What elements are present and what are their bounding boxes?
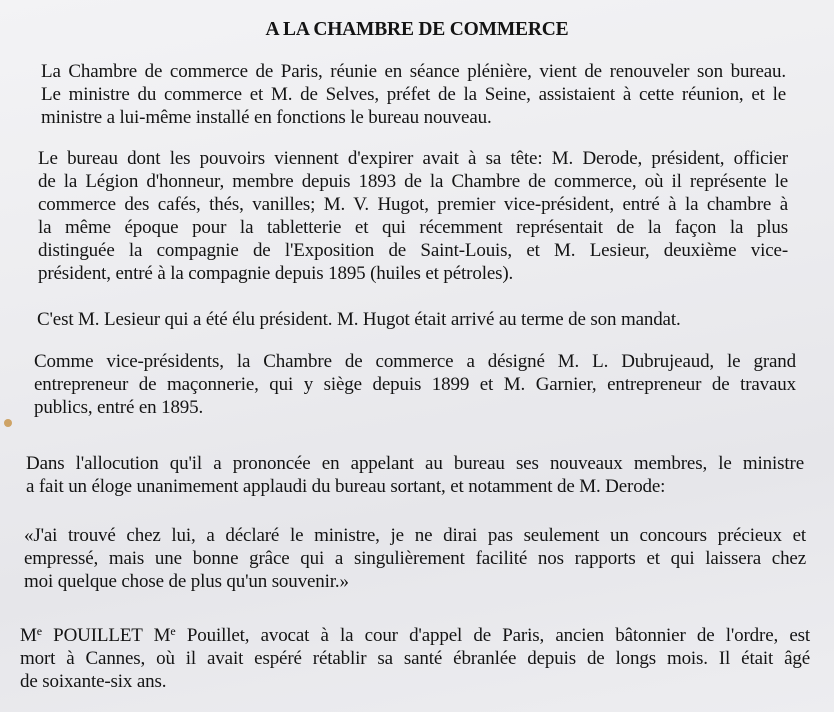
text-line: La Chambre de commerce de Paris, réunie en séance plénière, vient de renouveler son bureau.	[41, 61, 786, 82]
paragraph-vice-presidents	[34, 350, 796, 419]
text-line: de la Légion d'honneur, membre depuis 1893 de la Chambre de commerce, où il représente le	[38, 171, 788, 192]
text-line: «J'ai trouvé chez lui, a déclaré le ministre, je ne dirai pas seulement un concours précieux et	[24, 525, 806, 546]
text-line: entrepreneur de maçonnerie, qui y siège depuis 1899 et M. Garnier, entrepreneur de travaux	[34, 374, 796, 395]
text-line: la même époque pour la tabletterie et qui récemment représentait de la façon la plus	[38, 217, 788, 238]
margin-ink-spot	[4, 419, 12, 427]
article-title: A LA CHAMBRE DE COMMERCE	[265, 19, 569, 40]
text-line	[20, 620, 810, 647]
paragraph-quote	[24, 524, 806, 593]
text-line: distinguée la compagnie de l'Exposition de Saint-Louis, et M. Lesieur, deuxième vice-	[38, 240, 788, 261]
paragraph-election	[37, 308, 797, 331]
text-line: mort à Cannes, où il avait espéré rétablir sa santé ébranlée depuis de longs mois. Il était âgé	[20, 648, 810, 669]
text-line: publics, entré en 1895.	[34, 397, 204, 418]
text-line: Comme vice-présidents, la Chambre de commerce a désigné M. L. Dubrujeaud, le grand	[34, 351, 796, 372]
text-line: président, entré à la compagnie depuis 1895 (huiles et pétroles).	[38, 263, 514, 284]
text-line: empressé, mais une bonne grâce qui a singulièrement facilité nos rapports et qui laissera chez	[24, 548, 806, 569]
honorific-superscript: e	[36, 624, 42, 638]
text-line: commerce des cafés, thés, vanilles; M. V. Hugot, premier vice-président, entré à la chambre à	[38, 194, 788, 215]
text-line: Le bureau dont les pouvoirs viennent d'expirer avait à sa tête: M. Derode, président, officier	[38, 148, 788, 169]
paragraph-former-bureau	[38, 147, 788, 285]
text-run: Pouillet, avocat à la cour d'appel de Paris, ancien bâtonnier de l'ordre, est	[175, 625, 810, 646]
honorific-superscript: e	[170, 624, 176, 638]
honorific-prefix: M	[20, 625, 37, 646]
text-line: a fait un éloge unanimement applaudi du bureau sortant, et notamment de M. Derode:	[26, 476, 666, 497]
text-line: ministre a lui-même installé en fonctions le bureau nouveau.	[41, 107, 492, 128]
paragraph-intro	[41, 60, 786, 129]
text-line: moi quelque chose de plus qu'un souvenir.»	[24, 571, 349, 592]
paragraph-allocution	[26, 452, 804, 498]
text-line: C'est M. Lesieur qui a été élu président. M. Hugot était arrivé au terme de son mandat.	[37, 309, 681, 330]
name-heading: POUILLET M	[41, 625, 171, 646]
text-line: de soixante-six ans.	[20, 671, 167, 692]
text-line: Dans l'allocution qu'il a prononcée en appelant au bureau ses nouveaux membres, le ministre	[26, 453, 804, 474]
paragraph-pouillet	[20, 620, 810, 693]
text-line: Le ministre du commerce et M. de Selves, préfet de la Seine, assistaient à cette réunion, et le	[41, 84, 786, 105]
